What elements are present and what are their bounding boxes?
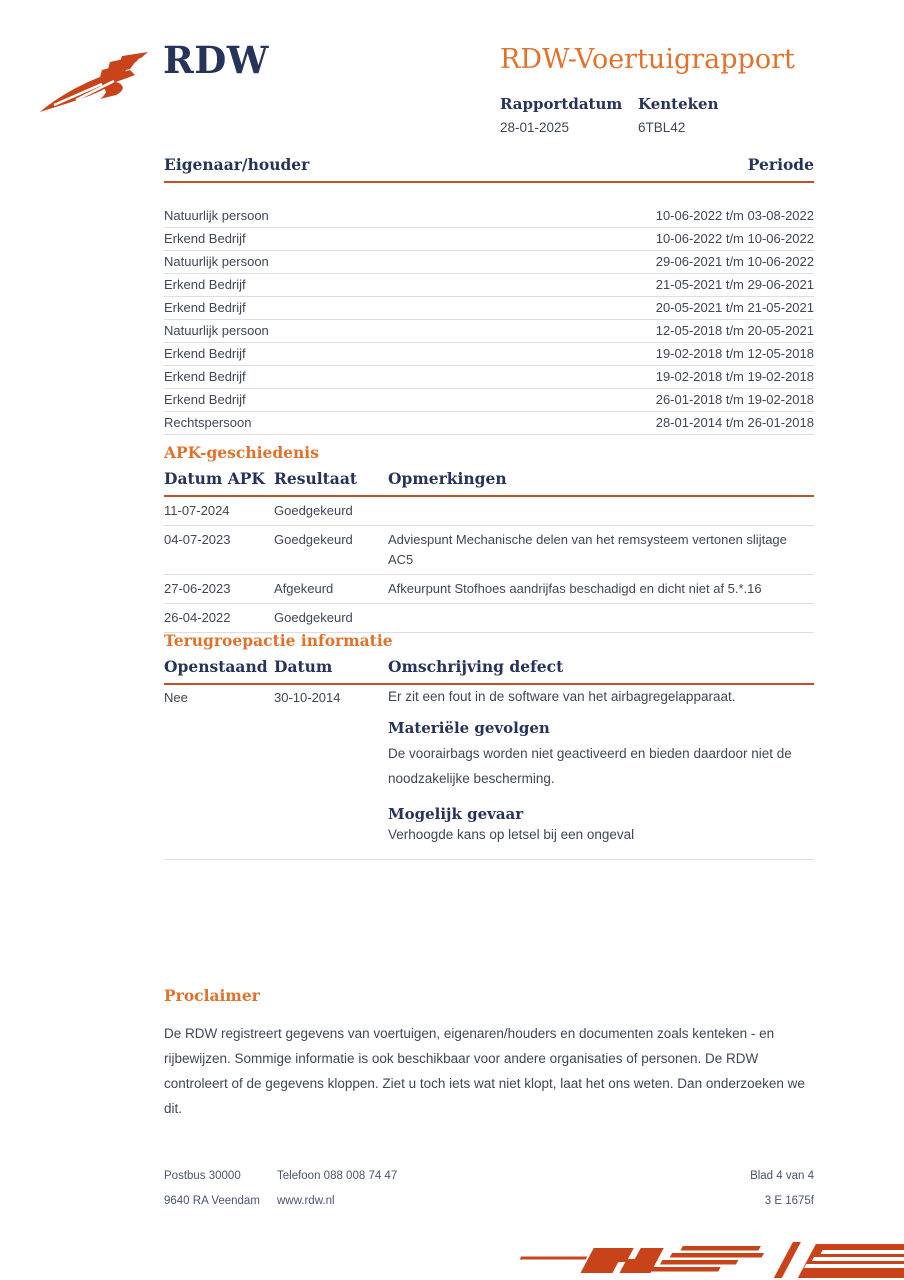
rdw-logo-text: RDW bbox=[163, 38, 269, 82]
apk-col-date: Datum APK bbox=[164, 469, 265, 488]
owner-table-row bbox=[164, 366, 814, 389]
owner-table-row bbox=[164, 274, 814, 297]
recall-open-value: Nee bbox=[164, 690, 188, 705]
report-meta bbox=[500, 95, 718, 135]
apk-result: Goedgekeurd bbox=[274, 532, 353, 547]
owner-period: 10-06-2022 t/m 10-06-2022 bbox=[655, 231, 814, 246]
footer-address-line2: 9640 RA Veendam bbox=[164, 1195, 260, 1207]
apk-result: Goedgekeurd bbox=[274, 610, 353, 625]
recall-table-row bbox=[164, 685, 814, 860]
apk-date: 27-06-2023 bbox=[164, 581, 231, 596]
owner-type: Natuurlijk persoon bbox=[164, 208, 269, 223]
proclaimer-section bbox=[164, 986, 814, 1121]
recall-section-title: Terugroepactie informatie bbox=[164, 631, 393, 650]
apk-remark: Adviespunt Mechanische delen van het remsysteem vertonen slijtage AC5 bbox=[388, 532, 787, 567]
apk-remark: Afkeurpunt Stofhoes aandrijfas beschadigd en dicht niet af 5.*.16 bbox=[388, 581, 762, 596]
recall-defect-text: Er zit een fout in de software van het airbagregelapparaat. bbox=[388, 689, 736, 704]
apk-date: 26-04-2022 bbox=[164, 610, 231, 625]
apk-table-body bbox=[164, 497, 814, 633]
apk-table-header bbox=[164, 469, 814, 497]
apk-table-row bbox=[164, 604, 814, 633]
recall-defect-details bbox=[388, 689, 814, 847]
apk-col-result: Resultaat bbox=[274, 469, 358, 488]
owner-table-row bbox=[164, 205, 814, 228]
report-date-label: Rapportdatum bbox=[500, 95, 623, 113]
apk-table-row bbox=[164, 497, 814, 526]
footer-phone: Telefoon 088 008 74 47 bbox=[277, 1170, 398, 1182]
recall-date-value: 30-10-2014 bbox=[274, 690, 341, 705]
owner-table-row bbox=[164, 251, 814, 274]
owner-period: 12-05-2018 t/m 20-05-2021 bbox=[655, 323, 814, 338]
owner-period: 10-06-2022 t/m 03-08-2022 bbox=[655, 208, 814, 223]
apk-date: 11-07-2024 bbox=[164, 503, 230, 518]
apk-remark bbox=[388, 501, 814, 521]
license-plate-value: 6TBL42 bbox=[638, 120, 686, 135]
recall-section bbox=[164, 631, 814, 860]
owner-table-row bbox=[164, 412, 814, 435]
apk-date: 04-07-2023 bbox=[164, 532, 231, 547]
apk-result: Afgekeurd bbox=[274, 581, 334, 596]
owner-section bbox=[164, 155, 814, 435]
owner-type: Erkend Bedrijf bbox=[164, 231, 246, 246]
recall-consequences-text: De voorairbags worden niet geactiveerd en bieden daardoor niet de noodzakelijke bescherming. bbox=[388, 746, 792, 786]
owner-period: 19-02-2018 t/m 19-02-2018 bbox=[655, 369, 814, 384]
apk-remark bbox=[388, 608, 814, 628]
owner-period: 19-02-2018 t/m 12-05-2018 bbox=[655, 346, 814, 361]
owner-type: Erkend Bedrijf bbox=[164, 300, 246, 315]
owner-type: Natuurlijk persoon bbox=[164, 323, 269, 338]
recall-danger-text: Verhoogde kans op letsel bij een ongeval bbox=[388, 827, 635, 842]
owner-type: Erkend Bedrijf bbox=[164, 392, 246, 407]
owner-table-body bbox=[164, 205, 814, 435]
owner-type: Erkend Bedrijf bbox=[164, 346, 246, 361]
proclaimer-body: De RDW registreert gegevens van voertuigen, eigenaren/houders en documenten zoals kenteken - en rijbewijzen. Sommige informatie is ook beschikbaar voor andere organisaties of personen. De RDW controleert of de gegevens kloppen. Ziet u toch iets wat niet klopt, laat het ons weten. Dan onderzoeken we dit. bbox=[164, 1026, 805, 1116]
owner-type: Erkend Bedrijf bbox=[164, 369, 246, 384]
owner-table-row bbox=[164, 343, 814, 366]
owner-period: 20-05-2021 t/m 21-05-2021 bbox=[655, 300, 814, 315]
recall-col-open: Openstaand bbox=[164, 657, 268, 676]
license-plate-label: Kenteken bbox=[638, 95, 719, 113]
page-title: RDW-Voertuigrapport bbox=[500, 44, 795, 75]
owner-period: 29-06-2021 t/m 10-06-2022 bbox=[655, 254, 814, 269]
owner-type: Natuurlijk persoon bbox=[164, 254, 269, 269]
recall-col-defect: Omschrijving defect bbox=[388, 657, 564, 676]
recall-consequences-label: Materiële gevolgen bbox=[388, 719, 550, 737]
owner-period: 21-05-2021 t/m 29-06-2021 bbox=[655, 277, 814, 292]
footer-website: www.rdw.nl bbox=[277, 1195, 335, 1207]
apk-table-row bbox=[164, 575, 814, 604]
owner-header-right: Periode bbox=[747, 155, 814, 174]
report-date-value: 28-01-2025 bbox=[500, 120, 570, 135]
footer-form-code: 3 E 1675f bbox=[764, 1195, 814, 1207]
apk-result: Goedgekeurd bbox=[274, 503, 353, 518]
owner-table-row bbox=[164, 320, 814, 343]
rdw-speed-stripes-decoration-icon bbox=[512, 1240, 904, 1280]
proclaimer-title: Proclaimer bbox=[164, 986, 260, 1005]
owner-period: 28-01-2014 t/m 26-01-2018 bbox=[655, 415, 814, 430]
rdw-logo-feather-icon bbox=[36, 48, 158, 116]
apk-col-remarks: Opmerkingen bbox=[388, 469, 507, 488]
footer-page-indicator: Blad 4 van 4 bbox=[750, 1170, 814, 1182]
owner-type: Erkend Bedrijf bbox=[164, 277, 246, 292]
recall-col-date: Datum bbox=[274, 657, 333, 676]
owner-table-row bbox=[164, 297, 814, 320]
footer-address-line1: Postbus 30000 bbox=[164, 1170, 241, 1182]
owner-table-header bbox=[164, 155, 814, 183]
page-footer bbox=[164, 1170, 814, 1220]
owner-type: Rechtspersoon bbox=[164, 415, 252, 430]
owner-table-row bbox=[164, 228, 814, 251]
owner-table-row bbox=[164, 389, 814, 412]
apk-section bbox=[164, 443, 814, 633]
apk-table-row bbox=[164, 526, 814, 575]
recall-table-header bbox=[164, 657, 814, 685]
owner-header-left: Eigenaar/houder bbox=[164, 155, 310, 174]
owner-period: 26-01-2018 t/m 19-02-2018 bbox=[655, 392, 814, 407]
apk-section-title: APK-geschiedenis bbox=[164, 443, 319, 462]
recall-danger-label: Mogelijk gevaar bbox=[388, 805, 524, 823]
